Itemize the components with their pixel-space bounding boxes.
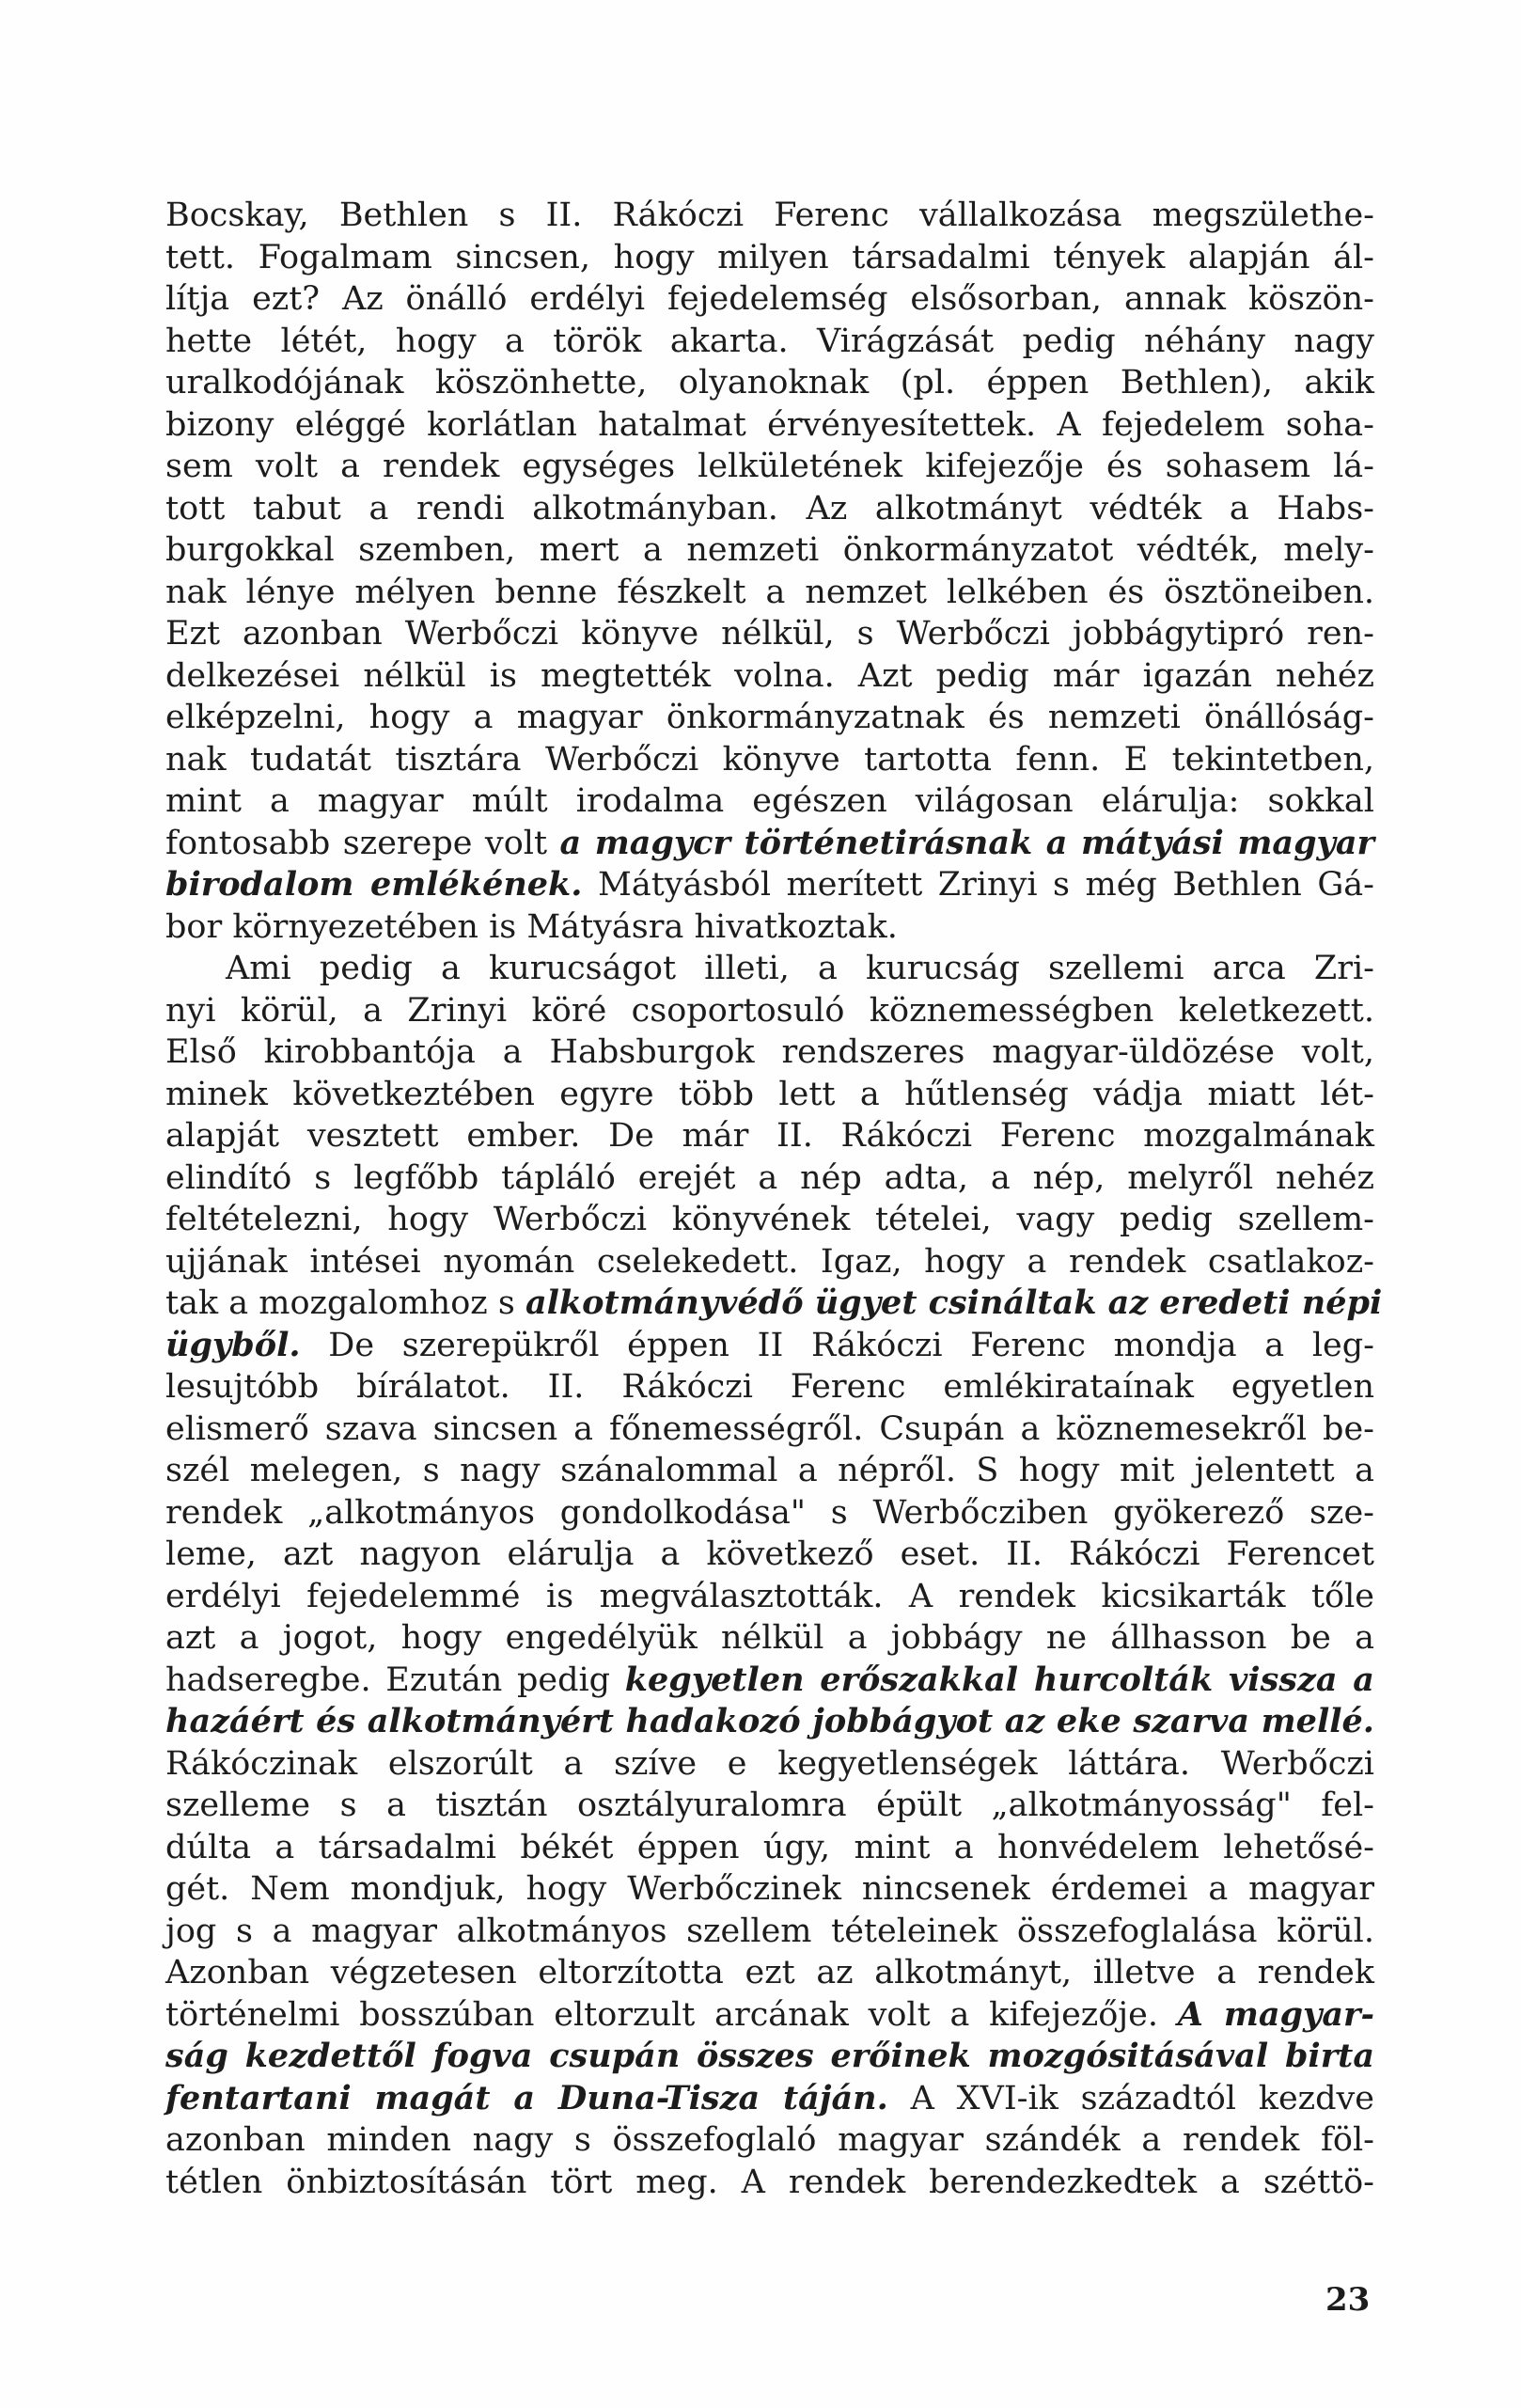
text-line [165, 1952, 1374, 1994]
text-line [165, 529, 1374, 572]
emphasized-text: alkotmányvédő ügyet csináltak az eredeti népi [525, 1283, 1383, 1322]
text-run: ujjának intései nyomán cselekedett. Igaz, hogy a rendek csatlakoz- [165, 1242, 1374, 1281]
text-line [165, 2162, 1374, 2204]
text-run: nyi körül, a Zrinyi köré csoportosuló köznemességben keletkezett. [165, 991, 1374, 1030]
text-run: dúlta a társadalmi békét éppen úgy, mint a honvédelem lehetősé- [165, 1828, 1374, 1866]
text-run: tak a mozgalomhoz s [165, 1284, 525, 1322]
text-line [165, 2036, 1374, 2078]
text-run: elindító s legfőbb tápláló erejét a nép adta, a nép, melyről nehéz [165, 1158, 1374, 1197]
text-line [165, 404, 1374, 447]
emphasized-text: birodalom emlékének. [165, 865, 583, 904]
text-line [165, 1283, 1383, 1325]
text-line [165, 864, 1374, 906]
text-line [165, 488, 1374, 530]
text-run: hette létét, hogy a török akarta. Virágzását pedig néhány nagy [165, 322, 1374, 360]
text-run: nak lénye mélyen benne fészkelt a nemzet lelkében és ösztöneiben. [165, 573, 1374, 611]
text-run: bizony eléggé korlátlan hatalmat érvényesítettek. A fejedelem soha- [165, 405, 1374, 444]
text-line [165, 1157, 1374, 1200]
text-line [165, 195, 1374, 237]
page-number: 23 [1325, 2281, 1371, 2319]
text-run: gét. Nem mondjuk, hogy Werbőczinek nincsenek érdemei a magyar [165, 1870, 1374, 1908]
text-run: tétlen önbiztosításán tört meg. A rendek berendezkedtek a széttö- [165, 2163, 1374, 2201]
text-line [165, 1325, 1374, 1367]
text-run: hadseregbe. Ezután pedig [165, 1660, 625, 1699]
text-line [165, 823, 1374, 865]
text-run: szelleme s a tisztán osztályuralomra épült „alkotmányosság" fel- [165, 1786, 1374, 1824]
text-run: bor környezetében is Mátyásra hivatkoztak. [165, 907, 898, 946]
text-run: Ami pedig a kurucságot illeti, a kurucság szellemi arca Zri- [226, 950, 1374, 987]
text-line [165, 780, 1374, 823]
text-run: leme, azt nagyon elárulja a következő eset. II. Rákóczi Ferencet [165, 1535, 1374, 1573]
text-run: jog s a magyar alkotmányos szellem tételeinek összefoglalása körül. [165, 1912, 1374, 1950]
text-run: rendek „alkotmányos gondolkodása" s Werbőcziben gyökerező sze- [165, 1493, 1374, 1532]
emphasized-text: kegyetlen erőszakkal hurcolták vissza a [624, 1660, 1374, 1699]
text-line [165, 1241, 1374, 1283]
text-run: Bocskay, Bethlen s II. Rákóczi Ferenc vállalkozása megszülethe- [165, 197, 1374, 234]
text-line [165, 1617, 1374, 1660]
text-line [165, 1827, 1374, 1869]
text-line [165, 1576, 1374, 1618]
text-line [165, 1785, 1374, 1827]
emphasized-text: ság kezdettől fogva csupán összes erőinek mozgósitásával birta [165, 2037, 1374, 2075]
text-run: De szerepükről éppen II Rákóczi Ferenc mondja a leg- [300, 1326, 1374, 1364]
text-run: burgokkal szemben, mert a nemzeti önkormányzatot védték, mely- [165, 531, 1374, 569]
text-line [165, 2078, 1374, 2120]
text-line [165, 948, 1374, 990]
emphasized-text: A magyar- [1177, 1994, 1374, 2034]
emphasized-text: ügyből. [165, 1325, 301, 1364]
text-run: A XVI-ik századtól kezdve [887, 2079, 1375, 2117]
text-line [165, 1868, 1374, 1911]
text-run: alapját vesztett ember. De már II. Rákóczi Ferenc mozgalmának [165, 1117, 1374, 1155]
text-line [165, 446, 1374, 488]
text-run: szél melegen, s nagy szánalommal a népről. S hogy mit jelentett a [165, 1452, 1374, 1489]
text-line [165, 1660, 1374, 1702]
text-line [165, 1450, 1374, 1492]
emphasized-text: hazáért és alkotmányért hadakozó jobbágyot az eke szarva mellé. [165, 1702, 1374, 1740]
text-run: uralkodójának köszönhette, olyanoknak (pl. éppen Bethlen), akik [165, 364, 1374, 401]
text-run: tett. Fogalmam sincsen, hogy milyen társadalmi tények alapján ál- [165, 238, 1374, 276]
text-line [165, 321, 1374, 363]
text-run: sem volt a rendek egységes lelkületének kifejezője és sohasem lá- [165, 448, 1374, 485]
text-line [165, 1074, 1374, 1116]
text-run: Rákóczinak elszorúlt a szíve e kegyetlenségek láttára. Werbőczi [165, 1744, 1374, 1783]
text-run: delkezései nélkül is megtették volna. Azt pedig már igazán nehéz [165, 656, 1374, 695]
text-run: tott tabut a rendi alkotmányban. Az alkotmányt védték a Habs- [165, 489, 1374, 527]
text-line [165, 278, 1374, 321]
text-line [165, 1534, 1374, 1576]
text-line [165, 1701, 1374, 1743]
text-line [165, 362, 1374, 404]
body-text [165, 195, 1383, 2203]
text-line [165, 2119, 1374, 2162]
text-line [165, 1743, 1374, 1786]
text-run: azt a jogot, hogy engedélyük nélkül a jobbágy ne állhasson be a [165, 1619, 1374, 1657]
text-line [165, 237, 1374, 279]
text-run: fontosabb szerepe volt [165, 824, 560, 862]
text-line [165, 739, 1374, 781]
text-line [165, 1994, 1374, 2037]
text-run: lesujtóbb bírálatot. II. Rákóczi Ferenc emlékirataínak egyetlen [165, 1368, 1374, 1406]
emphasized-text: a magycr történetirásnak a mátyási magyar [559, 823, 1375, 862]
text-line [165, 1366, 1374, 1409]
text-run: nak tudatát tisztára Werbőczi könyve tartotta fenn. E tekintetben, [165, 740, 1374, 779]
text-run: lítja ezt? Az önálló erdélyi fejedelemség elsősorban, annak köszön- [165, 280, 1374, 318]
text-line [165, 1115, 1374, 1157]
text-run: elképzelni, hogy a magyar önkormányzatnak és nemzeti önállóság- [165, 699, 1374, 736]
text-line [165, 990, 1374, 1032]
text-run: feltételezni, hogy Werbőczi könyvének tételei, vagy pedig szellem- [165, 1201, 1374, 1238]
text-run: történelmi bosszúban eltorzult arcának volt a kifejezője. [165, 1995, 1178, 2034]
text-line [165, 697, 1374, 739]
text-run: mint a magyar múlt irodalma egészen világosan elárulja: sokkal [165, 782, 1374, 820]
text-line [165, 1911, 1374, 1953]
text-line [165, 613, 1374, 655]
text-run: Mátyásból merített Zrinyi s még Bethlen Gá- [582, 866, 1374, 904]
text-line [165, 1492, 1374, 1535]
text-run: Azonban végzetesen eltorzította ezt az alkotmányt, illetve a rendek [165, 1954, 1374, 1991]
text-line [165, 1199, 1374, 1241]
text-line [165, 655, 1374, 698]
text-run: Első kirobbantója a Habsburgok rendszeres magyar-üldözése volt, [165, 1033, 1374, 1071]
text-run: minek következtében egyre több lett a hűtlenség vádja miatt lét- [165, 1075, 1374, 1113]
text-line [165, 572, 1374, 614]
text-run: azonban minden nagy s összefoglaló magyar szándék a rendek föl- [165, 2121, 1374, 2159]
text-line [165, 1409, 1374, 1451]
text-line [165, 906, 1374, 949]
text-run: elismerő szava sincsen a főnemességről. Csupán a köznemesekről be- [165, 1409, 1374, 1448]
text-run: Ezt azonban Werbőczi könyve nélkül, s Werbőczi jobbágytipró ren- [165, 615, 1374, 653]
emphasized-text: fentartani magát a Duna-Tisza táján. [165, 2078, 888, 2117]
text-run: erdélyi fejedelemmé is megválasztották. A rendek kicsikarták tőle [165, 1577, 1374, 1615]
text-line [165, 1031, 1374, 1074]
